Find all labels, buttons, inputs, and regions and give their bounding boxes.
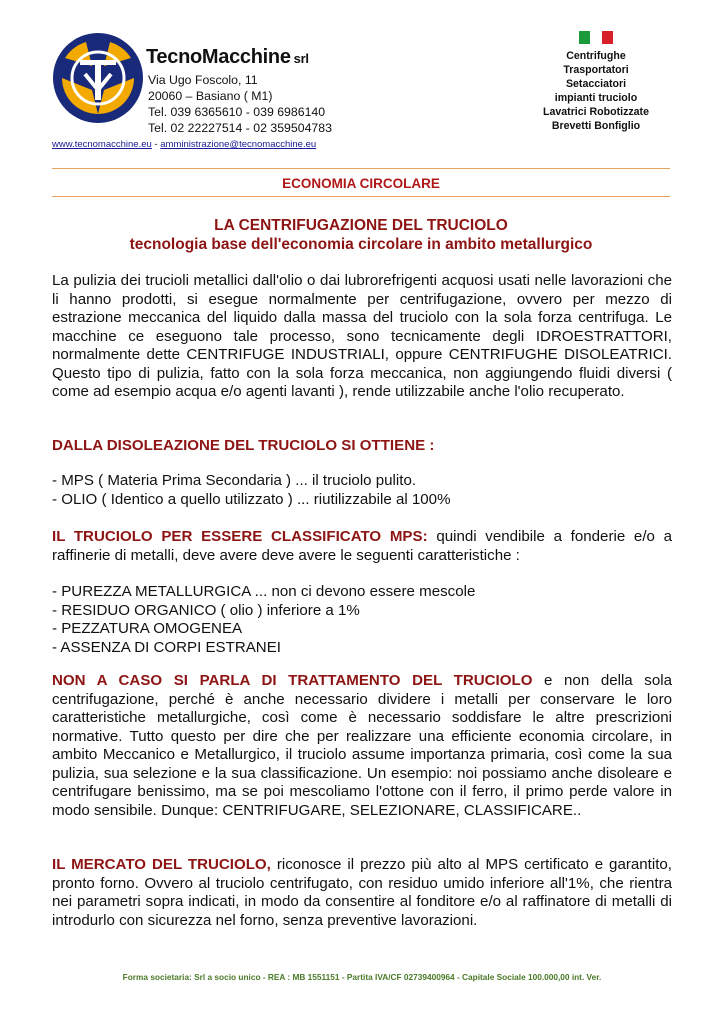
address-line: 20060 – Basiano ( M1)	[148, 89, 273, 103]
company-logo	[52, 32, 144, 124]
market-paragraph	[52, 856, 672, 930]
subtitle-line: tecnologia base dell'economia circolare in ambito metallurgico	[129, 236, 593, 253]
product-item: Lavatrici Robotizzate	[543, 106, 649, 118]
mps-paragraph	[52, 528, 672, 565]
link-separator: -	[151, 139, 161, 150]
title-line: LA CENTRIFUGAZIONE DEL TRUCIOLO	[214, 217, 508, 234]
list-item: - OLIO ( Identico a quello utilizzato ) ... riutilizzabile al 100%	[52, 490, 451, 508]
company-legal-footer: Forma societaria: Srl a socio unico - REA : MB 1551151 - Partita IVA/CF 02739400964 - Capitale Sociale 100.000,00 int. Ver.	[122, 972, 602, 982]
product-item: Setacciatori	[565, 78, 627, 90]
contact-links	[52, 139, 316, 150]
list-item: - PEZZATURA OMOGENEA	[52, 620, 243, 637]
requirements-list	[52, 583, 672, 657]
heading-disoleazione: DALLA DISOLEAZIONE DEL TRUCIOLO SI OTTIENE :	[52, 437, 435, 454]
product-list	[520, 49, 672, 133]
list-item: - ASSENZA DI CORPI ESTRANEI	[52, 638, 281, 656]
product-item: Brevetti Bonfiglio	[551, 120, 641, 132]
mps-heading: IL TRUCIOLO PER ESSERE CLASSIFICATO MPS:	[52, 528, 428, 545]
italian-flag-icon	[579, 31, 613, 44]
company-address	[148, 72, 332, 136]
company-name: TecnoMacchine srl	[146, 46, 309, 68]
treatment-text: e non della sola centrifugazione, perché è anche necessario dividere i metalli per conservare le loro caratteristiche metallurgiche, così come è necessario soddisfare le altre prescrizioni normative. Tutto questo per dire che per realizzare una efficiente economia circolare, in ambito Meccanico e Metallurgico, il truciolo assume importanza primaria, così come la sua pulizia, sua selezione e la sua classificazione. Un esempio: noi possiamo anche disoleare e centrifugare benissimo, ma se poi mescoliamo l'ottone con il ferro, il primo perde valore in modo sensibile. Dunque: CENTRIFUGARE, SELEZIONARE, CLASSIFICARE..	[52, 672, 672, 819]
document-title	[52, 216, 670, 254]
divider	[52, 168, 670, 169]
company-suffix: srl	[293, 51, 309, 66]
mps-text: quindi vendibile a fonderie e/o a raffinerie di metalli, deve avere deve avere le seguenti caratteristiche :	[52, 528, 672, 564]
section-title: ECONOMIA CIRCOLARE	[282, 176, 440, 191]
product-item: Centrifughe	[566, 50, 626, 62]
phone-line: Tel. 039 6365610 - 039 6986140	[148, 105, 326, 119]
address-line: Via Ugo Foscolo, 11	[148, 73, 258, 87]
intro-paragraph: La pulizia dei trucioli metallici dall'olio o dai lubrorefrigenti acquosi usati nelle lavorazioni che li hanno prodotti, si esegue normalmente per centrifugazione, ovvero per mezzo di estrazione meccanica del liquido dalla massa del truciolo con la sola forza centrifuga. Le macchine ce eseguono tale processo, sono tecnicamente degli IDROESTRATTORI, normalmente dette CENTRIFUGE INDUSTRIALI, oppure CENTRIFUGHE DISOLEATRICI. Questo tipo di pulizia, fatto con la sola forza meccanica, non aggiungendo fluidi diversi ( come ad esempio acqua e/o agenti lavanti ), rende utilizzabile anche l'olio recuperato.	[52, 272, 672, 400]
list-item: - RESIDUO ORGANICO ( olio ) inferiore a 1%	[52, 601, 360, 619]
outputs-list	[52, 472, 672, 509]
market-heading: IL MERCATO DEL TRUCIOLO,	[52, 856, 271, 873]
product-item: Trasportatori	[563, 64, 629, 76]
divider	[52, 196, 670, 197]
list-item: - MPS ( Materia Prima Secondaria ) ... il truciolo pulito.	[52, 472, 417, 489]
website-link[interactable]: www.tecnomacchine.eu	[52, 139, 152, 150]
email-link[interactable]: amministrazione@tecnomacchine.eu	[160, 139, 317, 150]
treatment-heading: NON A CASO SI PARLA DI TRATTAMENTO DEL TRUCIOLO	[52, 672, 533, 689]
phone-line: Tel. 02 22227514 - 02 359504783	[148, 121, 332, 135]
product-item: impianti truciolo	[554, 92, 638, 104]
flag-stripe	[579, 31, 590, 44]
treatment-paragraph	[52, 672, 672, 820]
flag-stripe	[602, 31, 613, 44]
list-item: - PUREZZA METALLURGICA ... non ci devono essere mescole	[52, 583, 476, 600]
market-text: riconosce il prezzo più alto al MPS certificato e garantito, pronto forno. Ovvero al truciolo centrifugato, con residuo umido inferiore all'1%, che rientra nei parametri sopra indicati, in modo da consentire al fonditore e/o al raffinatore di metalli di introdurlo con sicurezza nel forno, senza preventive lavorazioni.	[52, 856, 672, 929]
flag-stripe	[590, 31, 601, 44]
